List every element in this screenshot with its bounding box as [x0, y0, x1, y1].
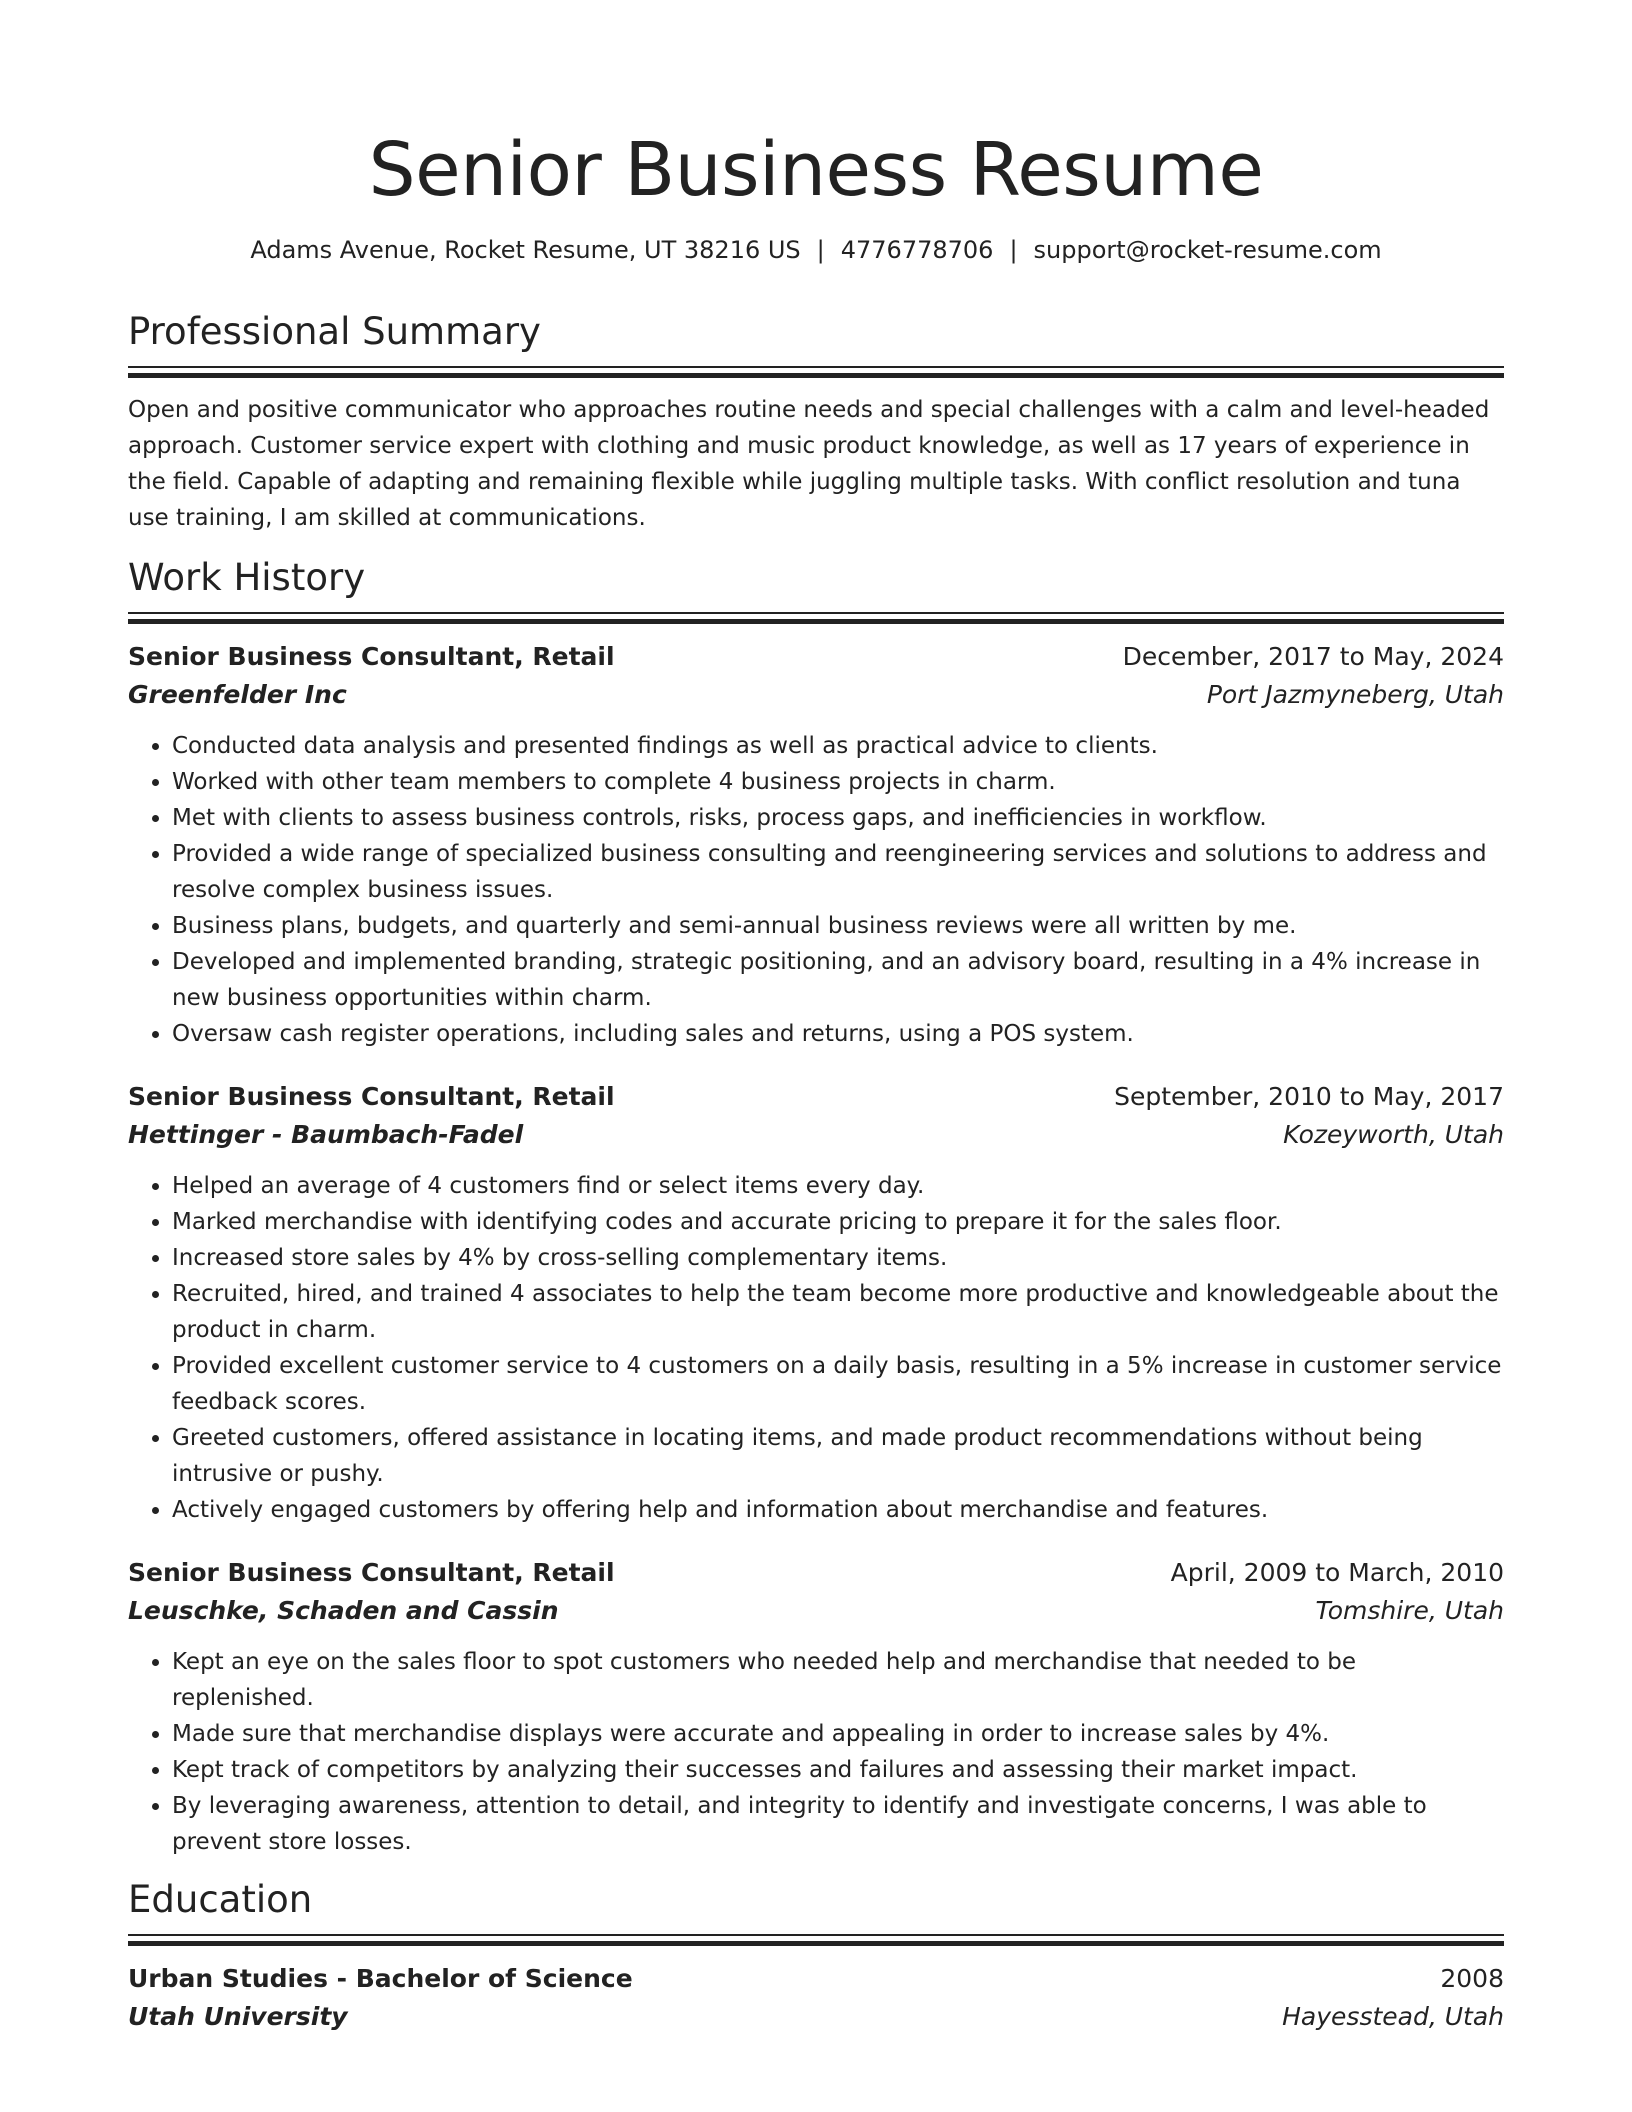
contact-address: Adams Avenue, Rocket Resume, UT 38216 US [250, 236, 801, 264]
resume-page [128, 0, 1504, 2036]
section-divider [128, 1934, 1504, 1946]
job-bullet: • Met with clients to assess business controls, risks, process gaps, and inefficiencies in workflow. [172, 800, 1504, 836]
job-dates: April, 2009 to March, 2010 [1170, 1558, 1504, 1587]
job-location: Port Jazmyneberg, Utah [1206, 680, 1504, 709]
education-location: Hayesstead, Utah [1282, 2002, 1504, 2031]
contact-separator: | [816, 236, 825, 264]
job-bullet: • Helped an average of 4 customers find or select items every day. [172, 1168, 1504, 1204]
contact-email: support@rocket-resume.com [1033, 236, 1382, 264]
section-divider [128, 366, 1504, 378]
resume-title: Senior Business Resume [368, 127, 1264, 213]
job-bullet: • Marked merchandise with identifying codes and accurate pricing to prepare it for the sales floor. [172, 1204, 1504, 1240]
job-location: Kozeyworth, Utah [1283, 1120, 1504, 1149]
job-bullet: • Provided excellent customer service to 4 customers on a daily basis, resulting in a 5% increase in customer service feedback scores. [172, 1348, 1504, 1420]
summary-section [128, 306, 1504, 536]
education-entry [128, 1960, 1504, 2036]
job-bullet-list [128, 1644, 1504, 1860]
job-title: Senior Business Consultant, Retail [128, 1558, 615, 1587]
education-year: 2008 [1440, 1964, 1504, 1993]
section-divider [128, 612, 1504, 624]
job-bullet: • Provided a wide range of specialized business consulting and reengineering services and solutions to address and resolve complex business issues. [172, 836, 1504, 908]
education-degree: Urban Studies - Bachelor of Science [128, 1964, 633, 1993]
job-company: Greenfelder Inc [128, 680, 347, 709]
education-school-row [128, 1998, 1504, 2036]
job-header-row [128, 1554, 1504, 1592]
job-location: Tomshire, Utah [1315, 1596, 1504, 1625]
job-dates: December, 2017 to May, 2024 [1122, 642, 1504, 671]
job-dates: September, 2010 to May, 2017 [1114, 1082, 1504, 1111]
job-entry [128, 1078, 1504, 1528]
section-heading-summary: Professional Summary [128, 310, 541, 353]
job-header-row [128, 1078, 1504, 1116]
job-bullet: • Developed and implemented branding, strategic positioning, and an advisory board, resulting in a 4% increase in new business opportunities within charm. [172, 944, 1504, 1016]
job-header-row [128, 638, 1504, 676]
job-company-row [128, 676, 1504, 714]
summary-text: Open and positive communicator who approaches routine needs and special challenges with a calm and level-headed approach. Customer service expert with clothing and music product knowledge, as well as 17 years of experience in the field. Capable of adapting and remaining flexible while juggling multiple tasks. With conflict resolution and tuna use training, I am skilled at communications. [128, 397, 1490, 531]
job-bullet-list [128, 728, 1504, 1052]
section-heading-work-history: Work History [128, 556, 366, 599]
section-heading-education: Education [128, 1878, 313, 1921]
education-header-row [128, 1960, 1504, 1998]
job-bullet: • Oversaw cash register operations, including sales and returns, using a POS system. [172, 1016, 1504, 1052]
job-company-row [128, 1116, 1504, 1154]
job-title: Senior Business Consultant, Retail [128, 1082, 615, 1111]
job-title: Senior Business Consultant, Retail [128, 642, 615, 671]
job-bullet: • Business plans, budgets, and quarterly and semi-annual business reviews were all written by me. [172, 908, 1504, 944]
work-history-section [128, 552, 1504, 1860]
education-school: Utah University [128, 2002, 348, 2031]
job-bullet-list [128, 1168, 1504, 1528]
contact-line [128, 232, 1504, 268]
job-bullet: • Conducted data analysis and presented findings as well as practical advice to clients. [172, 728, 1504, 764]
job-bullet: • Worked with other team members to complete 4 business projects in charm. [172, 764, 1504, 800]
job-bullet: • Actively engaged customers by offering help and information about merchandise and features. [172, 1492, 1504, 1528]
job-entry [128, 1554, 1504, 1860]
education-section [128, 1874, 1504, 2036]
job-bullet: • Kept an eye on the sales floor to spot customers who needed help and merchandise that needed to be replenished. [172, 1644, 1504, 1716]
job-company: Leuschke, Schaden and Cassin [128, 1596, 559, 1625]
job-company-row [128, 1592, 1504, 1630]
contact-separator: | [1009, 236, 1018, 264]
job-bullet: • Recruited, hired, and trained 4 associates to help the team become more productive and knowledgeable about the product in charm. [172, 1276, 1504, 1348]
job-entry [128, 638, 1504, 1052]
job-bullet: • By leveraging awareness, attention to detail, and integrity to identify and investigate concerns, I was able to prevent store losses. [172, 1788, 1504, 1860]
job-company: Hettinger - Baumbach-Fadel [128, 1120, 524, 1149]
job-bullet: • Increased store sales by 4% by cross-selling complementary items. [172, 1240, 1504, 1276]
contact-phone: 4776778706 [840, 236, 994, 264]
job-bullet: • Made sure that merchandise displays were accurate and appealing in order to increase sales by 4%. [172, 1716, 1504, 1752]
job-bullet: • Kept track of competitors by analyzing their successes and failures and assessing their market impact. [172, 1752, 1504, 1788]
job-bullet: • Greeted customers, offered assistance in locating items, and made product recommendations without being intrusive or pushy. [172, 1420, 1504, 1492]
